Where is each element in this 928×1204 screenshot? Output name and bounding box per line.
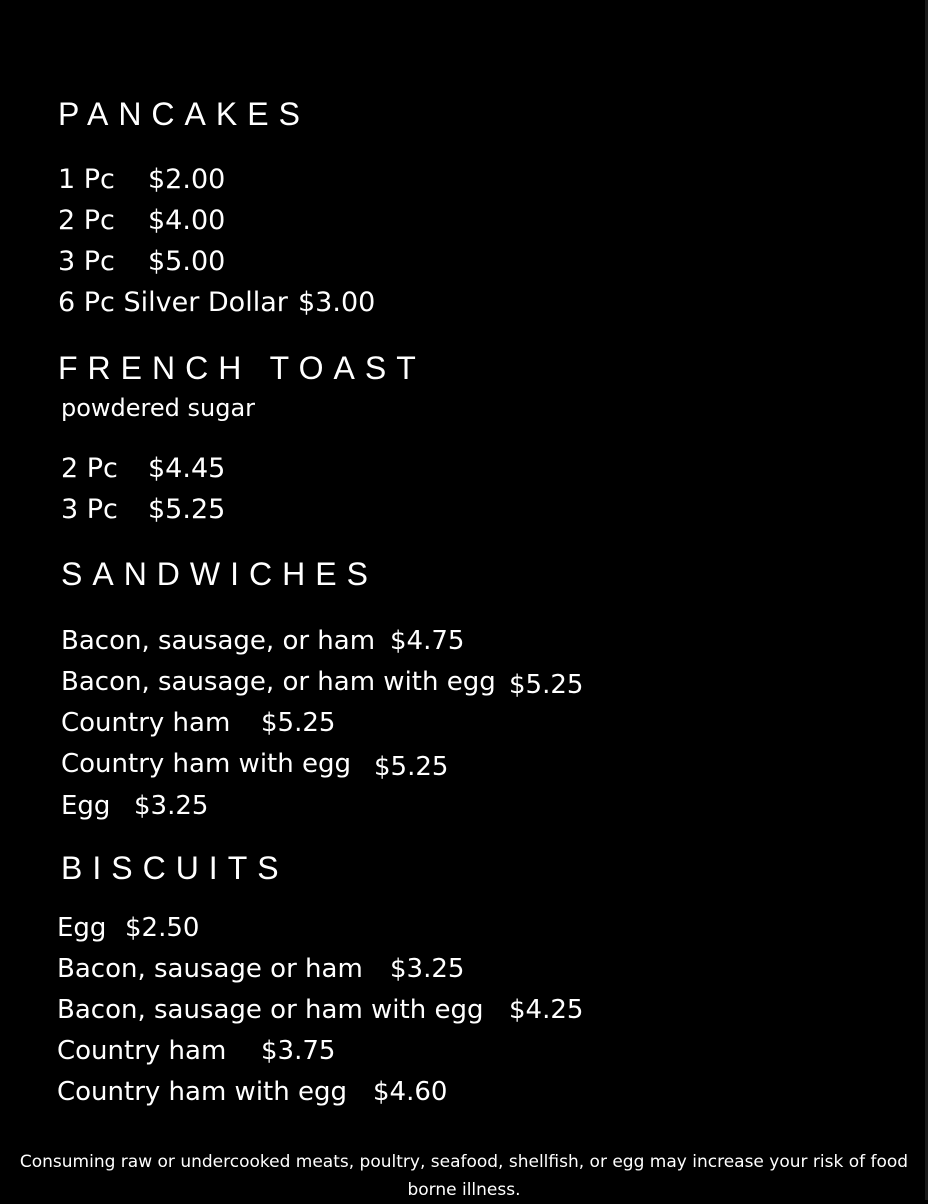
item-name: 3 Pc	[58, 246, 115, 277]
item-price: $5.25	[374, 752, 449, 782]
item-name: Egg	[57, 913, 107, 943]
item-name: 1 Pc	[58, 164, 115, 195]
section-title-biscuits: BISCUITS	[61, 850, 289, 886]
item-price: $2.50	[125, 913, 200, 943]
item-name: Bacon, sausage, or ham with egg	[61, 667, 496, 697]
disclaimer-line-2: borne illness.	[407, 1180, 521, 1200]
item-price: $5.00	[148, 246, 226, 277]
item-name: Bacon, sausage or ham	[57, 954, 363, 984]
item-price: $3.25	[390, 954, 465, 984]
item-name: Egg	[61, 791, 111, 821]
item-price: $4.00	[148, 205, 226, 236]
section-title-pancakes: PANCAKES	[58, 96, 310, 132]
item-name: Country ham	[61, 708, 231, 738]
item-name: 2 Pc	[61, 453, 118, 484]
item-price: $4.60	[373, 1077, 448, 1107]
section-title-french-toast: FRENCH TOAST	[58, 350, 426, 386]
item-price: $3.25	[134, 791, 209, 821]
item-name: Country ham with egg	[61, 749, 351, 779]
item-price: $5.25	[148, 494, 226, 525]
item-name: 3 Pc	[61, 494, 118, 525]
item-name: Bacon, sausage or ham with egg	[57, 995, 484, 1025]
item-price: $4.45	[148, 453, 226, 484]
item-name: Bacon, sausage, or ham	[61, 626, 376, 656]
item-price: $2.00	[148, 164, 226, 195]
food-safety-disclaimer	[0, 1148, 928, 1204]
item-price: $3.75	[261, 1036, 336, 1066]
item-name: Country ham with egg	[57, 1077, 347, 1107]
disclaimer-line-1: Consuming raw or undercooked meats, poultry, seafood, shellfish, or egg may increase your risk of food	[19, 1152, 909, 1172]
section-title-sandwiches: SANDWICHES	[61, 556, 378, 592]
item-name: 6 Pc Silver Dollar	[58, 287, 288, 318]
item-price: $4.25	[509, 995, 584, 1025]
section-subtitle-french-toast: powdered sugar	[61, 394, 256, 422]
item-price: $5.25	[261, 708, 336, 738]
item-price: $5.25	[509, 670, 584, 700]
item-name: 2 Pc	[58, 205, 115, 236]
item-price: $3.00	[298, 287, 376, 318]
item-price: $4.75	[390, 626, 465, 656]
item-name: Country ham	[57, 1036, 227, 1066]
